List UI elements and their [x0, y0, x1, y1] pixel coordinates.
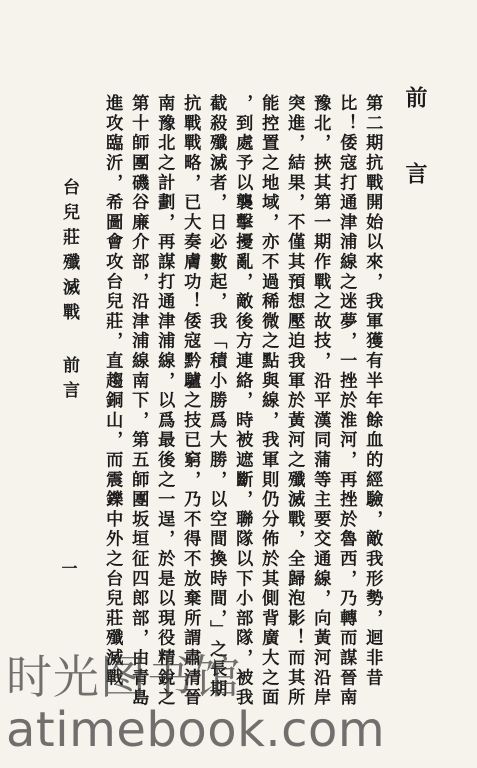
- body-line-10: 第十師團磯谷廉介部，沿津浦線南下，第五師團坂垣征四郎部，由青島: [128, 94, 149, 708]
- body-line-7: 截殺殲滅者，日必數起，我「積小勝爲大勝，以空間換時間，」之長期: [206, 94, 227, 700]
- body-line-9: 南豫北之計劃，再謀打通津浦線，以爲最後之一逞，於是以現役精銳之: [154, 94, 175, 708]
- body-line-5: 能控置之地域，亦不過稀微之點與線，我軍則仍分佈於其側背廣大之面: [258, 94, 279, 708]
- body-line-2: 比！倭寇打通津浦線之迷夢，一挫於淮河，再挫於魯西，乃轉而謀晉南: [336, 94, 357, 708]
- watermark-chinese: 时光图书馆: [6, 650, 241, 704]
- body-line-6: ，到處予以襲擊擾亂，敵後方連絡，時被遮斷，聯隊以下小部隊，被我: [232, 94, 253, 708]
- watermark-english: atimebook.com: [6, 702, 386, 758]
- body-line-3: 豫北，挾其第一期作戰之故技，沿平漢同蒲等主要交通線，向黃河沿岸: [310, 94, 331, 708]
- body-line-4: 突進，結果，不僅其預想壓迫我軍於黃河之殲滅戰，全歸泡影！而其所: [284, 94, 305, 708]
- page-title: 前 言: [402, 86, 428, 198]
- body-line-8: 抗戰戰略，已大奏膚功！倭寇黔驢之技已窮，乃不得不放棄所謂肅清晉: [180, 94, 201, 708]
- running-header: 台兒莊殲滅戰 前言: [59, 178, 79, 406]
- page-number: 一: [59, 560, 78, 576]
- body-line-11: 進攻臨沂，希圖會攻台兒莊，直趨銅山，而震鑠中外之台兒莊殲滅戰: [102, 94, 123, 688]
- body-line-1: 第二期抗戰開始以來，我軍獲有半年餘血的經驗，敵我形勢，迴非昔: [362, 94, 383, 688]
